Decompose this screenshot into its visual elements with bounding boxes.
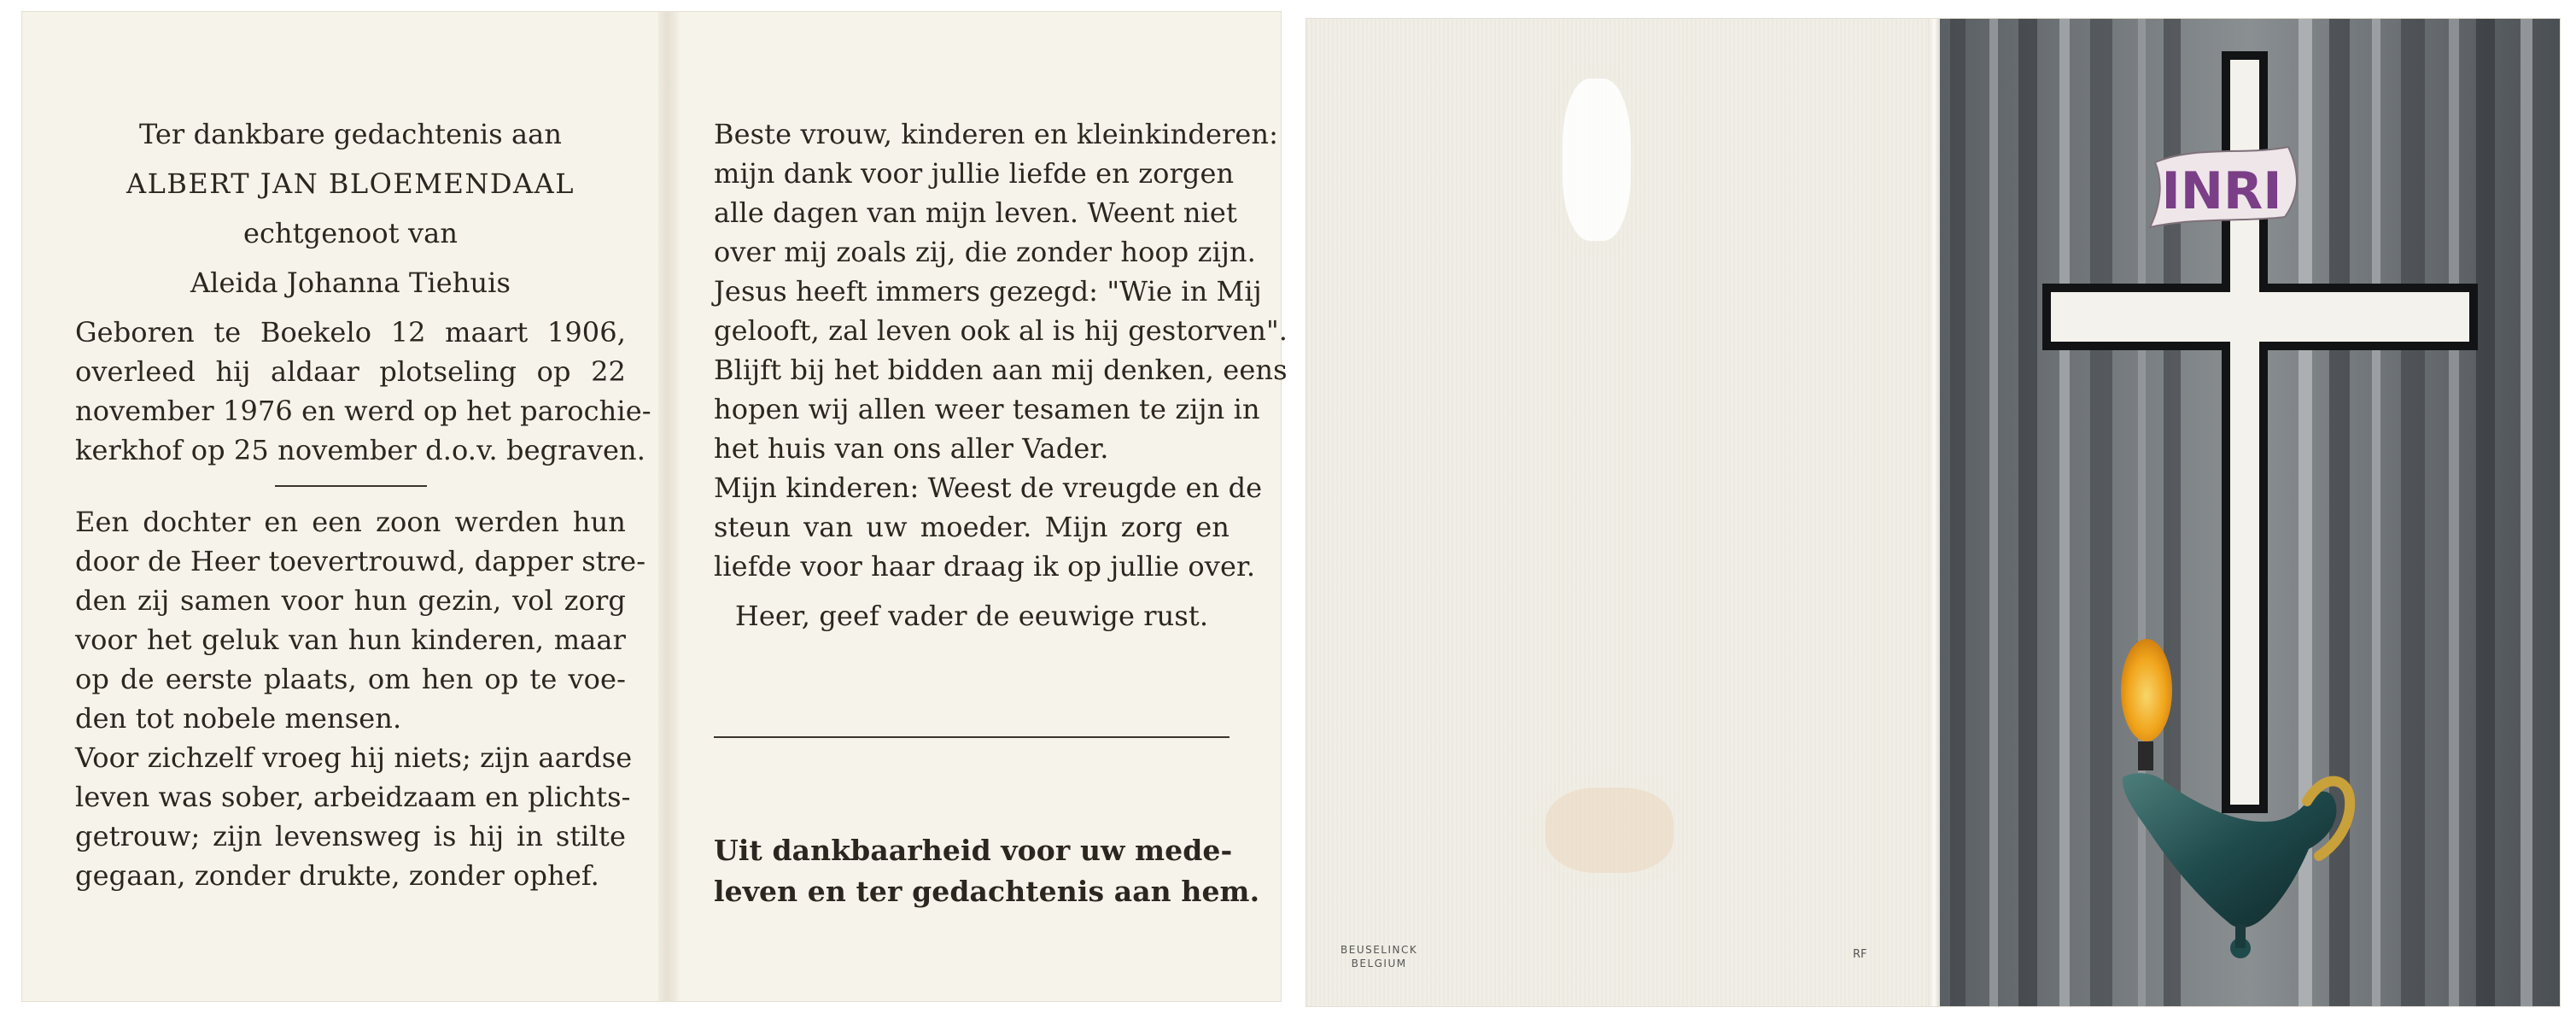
message-line: Beste vrouw, kinderen en kleinkinderen: [714,118,1279,150]
inside-card [22,12,1288,1001]
message-line: hopen wij allen weer tesamen te zijn in [714,393,1260,425]
bio-line: overleed hij aldaar plotseling op 22 [75,355,626,388]
family-line: Voor zichzelf vroeg hij niets; zijn aardse [75,741,633,774]
deceased-name: ALBERT JAN BLOEMENDAAL [126,167,575,200]
message-line: mijn dank voor jullie liefde en zorgen [714,157,1235,190]
family-line: getrouw; zijn levensweg is hij in stilte [75,820,626,852]
family-line: gegaan, zonder drukte, zonder ophef. [75,859,599,892]
front-cover [1940,19,2560,1006]
inside-right-panel [680,12,1288,1001]
family-line: den zij samen voor hun gezin, vol zorg [75,584,626,617]
message-line: Mijn kinderen: Weest de vreugde en de [714,472,1263,504]
cross-illustration [1940,19,2560,1006]
family-line: op de eerste plaats, om hen op te voe- [75,663,626,695]
message-line: Blijft bij het bidden aan mij denken, eens [714,354,1288,386]
prayer-line: Heer, geef vader de eeuwige rust. [734,600,1209,632]
family-line: voor het geluk van hun kinderen, maar [75,624,626,656]
inside-left-panel [22,12,667,1001]
message-line: over mij zoals zij, die zonder hoop zijn. [714,236,1256,268]
closing-line: leven en ter gedachtenis aan hem. [714,875,1260,908]
paper-stain [1545,788,1674,873]
family-line: den tot nobele mensen. [75,702,402,735]
card-fold [1928,19,1940,1006]
paper-stain [1563,79,1631,241]
dedication-line: Ter dankbare gedachtenis aan [138,118,563,150]
spouse-intro: echtgenoot van [242,217,459,249]
printer-imprint [1341,943,1417,970]
family-line: leven was sober, arbeidzaam en plichts- [75,781,631,813]
bio-line: november 1976 en werd op het parochie- [75,395,651,427]
printer-country: BELGIUM [1351,958,1407,969]
message-line: gelooft, zal leven ook al is hij gestorven". [714,314,1288,347]
back-cover [1306,19,1930,1006]
spouse-name: Aleida Johanna Tiehuis [190,266,511,299]
print-code: RF [1853,948,1867,961]
bio-line: kerkhof op 25 november d.o.v. begraven. [75,434,645,466]
banner-text: INRI [2161,161,2282,221]
bio-line: Geboren te Boekelo 12 maart 1906, [75,316,626,348]
family-line: Een dochter en een zoon werden hun [75,506,626,538]
closing-line: Uit dankbaarheid voor uw mede- [714,834,1233,867]
family-line: door de Heer toevertrouwd, dapper stre- [75,545,646,577]
printer-name: BEUSELINCK [1341,944,1418,956]
message-line: liefde voor haar draag ik op jullie over. [714,550,1256,583]
message-line: Jesus heeft immers gezegd: "Wie in Mij [714,275,1262,308]
outside-card [1306,19,2560,1006]
inri-banner-icon [2150,147,2297,227]
message-line: alle dagen van mijn leven. Weent niet [714,196,1237,229]
message-line: het huis van ons aller Vader. [714,432,1109,465]
message-line: steun van uw moeder. Mijn zorg en [714,511,1230,543]
divider [275,485,427,487]
